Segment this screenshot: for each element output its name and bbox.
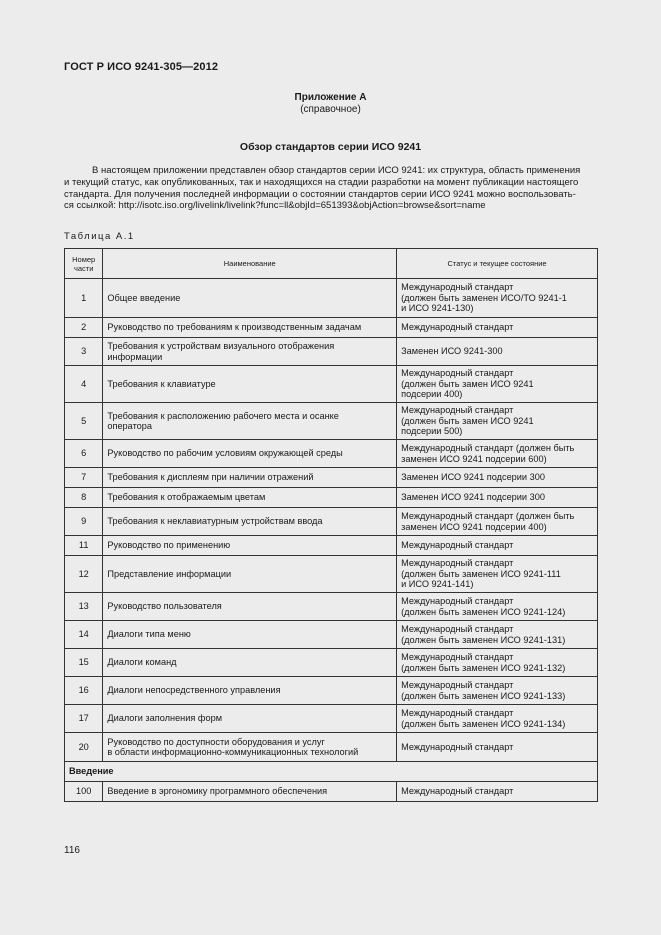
part-name [103, 705, 397, 733]
part-name-line: Общее введение [107, 292, 181, 303]
table-row [65, 649, 598, 677]
intro-line: стандарта. Для получения последней информации о состоянии стандартов серии ИСО 9241 можно воспользовать- [64, 188, 576, 200]
part-name [103, 403, 397, 440]
part-name [103, 508, 397, 536]
part-status-line: Международный стандарт [401, 652, 514, 662]
part-status-line: Международный стандарт [401, 680, 514, 690]
part-status-line: Международный стандарт (должен быть [401, 443, 575, 453]
part-status [397, 468, 598, 488]
part-name-line: Руководство по рабочим условиям окружающей среды [107, 448, 343, 459]
part-status-line: Международный стандарт [401, 368, 514, 379]
part-status-line: (должен быть заменен ИСО 9241-133) [401, 690, 566, 701]
part-number: 13 [65, 593, 103, 621]
part-status [397, 705, 598, 733]
header-status: Статус и текущее состояние [397, 249, 598, 279]
intro-line: В настоящем приложении представлен обзор стандартов серии ИСО 9241: их структура, область применения [92, 165, 581, 176]
document-header: ГОСТ Р ИСО 9241-305—2012 [64, 61, 219, 73]
table-row [65, 366, 598, 403]
part-name-line: оператора [107, 421, 153, 431]
part-status-line: Международный стандарт [401, 540, 514, 551]
part-number: 20 [65, 733, 103, 762]
part-name-line: Требования к расположению рабочего места и осанке [107, 410, 339, 421]
part-status-line: (должен быть заменен ИСО 9241-134) [401, 718, 566, 729]
part-number: 3 [65, 338, 103, 366]
part-name-line: Представление информации [107, 568, 232, 579]
part-name [103, 677, 397, 705]
part-status-line: и ИСО 9241-130) [401, 303, 474, 314]
part-status [397, 403, 598, 440]
table-row [65, 621, 598, 649]
part-status-line: подсерии 500) [401, 426, 463, 437]
part-status-line: Заменен ИСО 9241-300 [401, 346, 503, 357]
part-name [103, 338, 397, 366]
part-status-line: подсерии 400) [401, 389, 463, 400]
table-row [65, 279, 598, 318]
table-caption: Таблица А.1 [64, 231, 135, 242]
part-status [397, 733, 598, 762]
table-row [65, 556, 598, 593]
part-status-line: (должен быть заменен ИСО/ТО 9241-1 [401, 292, 567, 303]
part-name [103, 536, 397, 556]
part-status [397, 318, 598, 338]
part-number: 6 [65, 440, 103, 468]
part-name-line: Требования к отображаемым цветам [107, 492, 266, 503]
section-title: Обзор стандартов серии ИСО 9241 [239, 141, 422, 153]
table-row [65, 403, 598, 440]
part-name [103, 556, 397, 593]
table-row [65, 705, 598, 733]
part-name-line: Руководство по требованиям к производственным задачам [107, 322, 362, 333]
header-name: Наименование [103, 249, 397, 279]
table-body [65, 279, 598, 802]
part-number: 11 [65, 536, 103, 556]
part-name [103, 279, 397, 318]
part-status [397, 593, 598, 621]
header-num: Номер части [65, 249, 103, 279]
part-status-line: Международный стандарт [401, 624, 514, 634]
part-status [397, 440, 598, 468]
table-header-row [65, 249, 598, 279]
part-name [103, 318, 397, 338]
table-row [65, 440, 598, 468]
intro-line-link: ся ссылкой: http://isotc.iso.org/livelink/livelink?func=ll&objId=651393&objAction=browse&sort=name [64, 200, 486, 212]
part-name [103, 733, 397, 762]
part-name [103, 488, 397, 508]
part-name [103, 366, 397, 403]
part-status-line: заменен ИСО 9241 подсерии 400) [401, 521, 547, 532]
annex-heading [0, 92, 661, 116]
part-name-line: Требования к клавиатуре [107, 378, 216, 389]
part-status-line: (должен быть заменен ИСО 9241-132) [401, 662, 566, 673]
part-number: 100 [65, 782, 103, 802]
part-status [397, 536, 598, 556]
table-row [65, 536, 598, 556]
table-row [65, 733, 598, 762]
table-row [65, 508, 598, 536]
part-status-line: Международный стандарт [401, 405, 514, 416]
part-name [103, 649, 397, 677]
part-status-line: Международный стандарт [401, 741, 514, 752]
table-row [65, 593, 598, 621]
part-status-line: (должен быть замен ИСО 9241 [401, 415, 534, 426]
part-name-line: Диалоги команд [107, 657, 177, 668]
part-number: 8 [65, 488, 103, 508]
part-number: 2 [65, 318, 103, 338]
part-status-line: заменен ИСО 9241 подсерии 600) [401, 453, 547, 464]
part-name-line: Требования к неклавиатурным устройствам ввода [107, 516, 323, 527]
section-label: Введение [65, 762, 598, 782]
part-name [103, 621, 397, 649]
part-number: 7 [65, 468, 103, 488]
part-name-line: информации [107, 351, 163, 362]
part-name [103, 782, 397, 802]
table-row [65, 677, 598, 705]
part-status [397, 621, 598, 649]
intro-line: и текущий статус, как опубликованных, так и находящихся на стадии разработки на момент публикации настоящего [64, 176, 579, 188]
part-number: 5 [65, 403, 103, 440]
part-name-line: Требования к дисплеям при наличии отражений [107, 472, 314, 483]
part-name-line: Руководство по применению [107, 540, 231, 551]
table-row [65, 488, 598, 508]
part-status [397, 556, 598, 593]
table-row [65, 338, 598, 366]
part-number: 4 [65, 366, 103, 403]
part-status-line: Заменен ИСО 9241 подсерии 300 [401, 472, 545, 483]
table-row [65, 782, 598, 802]
part-status [397, 508, 598, 536]
table-row [65, 318, 598, 338]
part-status-line: Международный стандарт [401, 558, 514, 569]
part-name-line: Диалоги заполнения форм [107, 713, 223, 724]
part-name [103, 593, 397, 621]
part-status-line: Международный стандарт [401, 282, 514, 293]
part-status-line: Международный стандарт [401, 596, 514, 606]
table-row [65, 468, 598, 488]
part-status [397, 649, 598, 677]
part-name-line: Диалоги типа меню [107, 629, 191, 640]
part-number: 1 [65, 279, 103, 318]
part-number: 15 [65, 649, 103, 677]
standards-table [64, 248, 598, 802]
part-name-line: Руководство пользователя [107, 601, 222, 612]
part-status-line: (должен быть заменен ИСО 9241-111 [401, 568, 561, 579]
part-status-line: Международный стандарт [401, 322, 514, 333]
part-number: 12 [65, 556, 103, 593]
part-status-line: и ИСО 9241-141) [401, 579, 474, 590]
page-number: 116 [64, 845, 80, 856]
part-status [397, 677, 598, 705]
part-status-line: Международный стандарт (должен быть [401, 511, 575, 521]
annex-type: (справочное) [300, 104, 361, 115]
part-name-line: Требования к устройствам визуального отображения [107, 341, 335, 351]
part-status-line: Международный стандарт [401, 786, 514, 797]
table-section-row [65, 762, 598, 782]
part-status [397, 338, 598, 366]
part-name-line: Введение в эргономику программного обеспечения [107, 786, 328, 797]
part-number: 9 [65, 508, 103, 536]
part-name-line: в области информационно-коммуникационных технологий [107, 747, 359, 757]
part-status [397, 488, 598, 508]
part-name-line: Диалоги непосредственного управления [107, 685, 281, 696]
part-name-line: Руководство по доступности оборудования и услуг [107, 736, 325, 747]
part-name [103, 468, 397, 488]
part-number: 16 [65, 677, 103, 705]
intro-paragraph [64, 165, 604, 212]
part-number: 14 [65, 621, 103, 649]
part-status-line: (должен быть замен ИСО 9241 [401, 378, 534, 389]
annex-title: Приложение А [294, 92, 367, 103]
part-status-line: Заменен ИСО 9241 подсерии 300 [401, 492, 545, 503]
part-status [397, 366, 598, 403]
part-name [103, 440, 397, 468]
part-status-line: (должен быть заменен ИСО 9241-124) [401, 606, 566, 617]
part-status [397, 782, 598, 802]
part-number: 17 [65, 705, 103, 733]
part-status-line: (должен быть заменен ИСО 9241-131) [401, 634, 566, 645]
part-status [397, 279, 598, 318]
part-status-line: Международный стандарт [401, 708, 514, 718]
